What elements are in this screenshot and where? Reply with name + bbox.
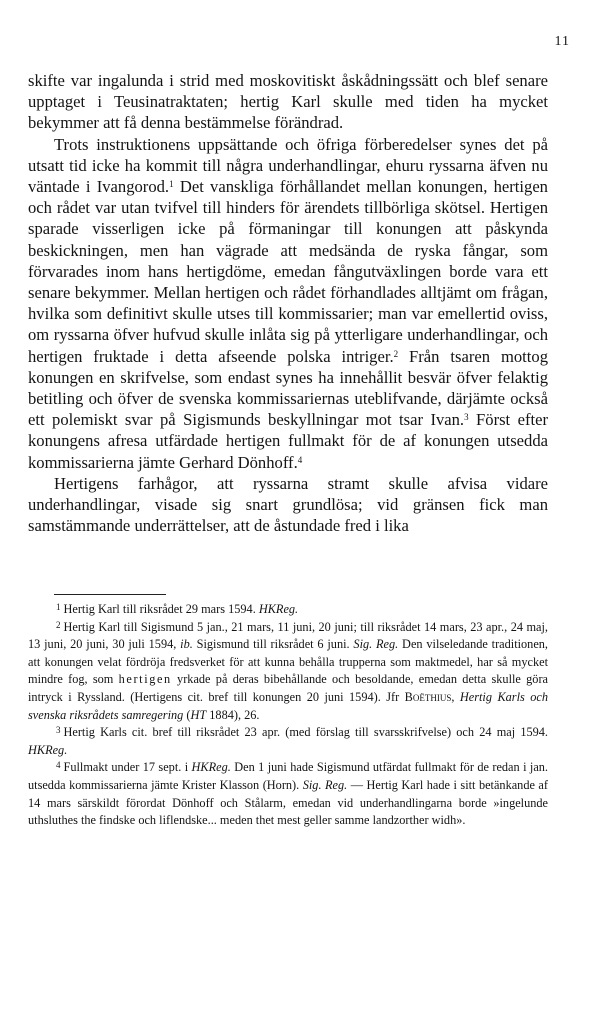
paragraph-2 (28, 134, 548, 473)
paragraph-2-part-b: Det vanskliga förhållandet mellan konungen, hertigen och rådet var utan tvifvel till hinders för ärendets tillbörliga skötsel. Hertigen sparade visserligen icke på förmaningar till konungen att påskynda beskickningen, men han vägrade att medsända de ryska fångar, som förvarades inom hans hertigdöme, emedan fångutväxlingen borde vara ett senare bekymmer. Mellan hertigen och rådet förhandlades alltjämt om frågan, hvilka som definitivt skulle utses till kommissarier; man var emellertid oviss, om ryssarna öfver hufvud skulle inlåta sig på ytterligare underhandlingar, och hertigen fruktade i detta afseende polska intriger. (28, 177, 548, 366)
footnote-ref-3: 3 (464, 412, 469, 423)
footnote-2 (28, 619, 548, 725)
footnote-source: HKReg. (191, 760, 231, 775)
footnote-text: Hertig Karls cit. bref till riksrådet 23 apr. (med förslag till svarsskrifvelse) och 24 maj 1594. (63, 725, 548, 740)
footnote-emphasis: hertigen (118, 672, 172, 687)
paragraph-2-part-d: Först efter konungens afresa utfärdade hertigen fullmakt för de af konungen utsedda kommissarierna jämte Gerhard Dönhoff. (28, 410, 548, 472)
footnote-text: — Hertig Karl hade i sitt betänkande af 14 mars särskildt förordat Dönhoff och Stålarm, emedan vid underhandlingarna borde »ingelunde uthsluthes the findske och liflendske... meden thet mest geller samme landzorther widh». (28, 777, 548, 828)
footnote-ref-1: 1 (169, 179, 174, 190)
footnote-author: Boëthius (404, 689, 452, 704)
footnote-text: Hertig Karl till Sigismund 5 jan., 21 mars, 11 juni, 20 juni; till riksrådet 14 mars, 23 apr., 24 maj, 13 juni, 20 juni, 30 juli 1594, (28, 619, 548, 652)
footnotes (28, 601, 548, 830)
footnote-ref-4: 4 (297, 454, 303, 465)
footnote-4 (28, 759, 548, 829)
footnote-separator (54, 594, 166, 595)
footnote-title: Hertig Karls och svenska riksrådets samregering (28, 689, 548, 722)
main-text (28, 70, 548, 536)
footnote-3 (28, 724, 548, 759)
page-number: 11 (554, 34, 570, 49)
paragraph-1: skifte var ingalunda i strid med moskovitiskt åskådningssätt och blef senare upptaget i Teusinatraktaten; hertig Karl skulle med tiden ha mycket bekymmer att få denna bestämmelse förändrad. (28, 71, 548, 133)
footnote-source: HKReg. (258, 602, 299, 616)
paragraph-2-part-a: Trots instruktionens uppsättande och öfriga förberedelser synes det på utsatt tid icke ha kommit till några underhandlingar, ehuru ryssarna äfven nu väntade i Ivangorod. (28, 134, 548, 197)
footnote-text: Fullmakt under 17 sept. i (63, 760, 192, 775)
footnote-text: yrkade på deras bibehållande och besoldande, emedan detta skulle göra intryck i Ryssland. (Hertigens cit. bref till konungen 20 juni 1594). Jfr (28, 672, 548, 704)
footnote-1 (28, 601, 548, 619)
footnote-text: 1884), 26. (206, 707, 260, 722)
footnote-text: ( (183, 707, 191, 722)
footnote-source: Sig. Reg. (353, 637, 399, 652)
footnote-ref-2: 2 (393, 348, 399, 359)
footnote-source: ib. (180, 637, 193, 652)
footnote-number: 2 (56, 619, 61, 630)
footnote-text: Den vilseledande traditionen, att konungen velat fördröja fredsverket för att kunna behålla trupperna som maktmedel, har så mycket mindre fog, som (28, 637, 549, 687)
footnote-text: Hertig Karl till riksrådet 29 mars 1594. (63, 602, 259, 616)
paragraph-3: Hertigens farhågor, att ryssarna stramt skulle afvisa vidare underhandlingar, visade sig snart grundlösa; vid gränsen fick man samstämmande underrättelser, att de åstundade fred i lika (28, 473, 548, 536)
footnote-source: HKReg. (28, 742, 68, 757)
footnote-number: 1 (56, 602, 61, 612)
paragraph-2-part-c: Från tsaren mottog konungen en skrifvelse, som endast synes ha innehållit besvär öfver felaktig betitling och öfver de svenska kommissariernas uteblifvande, därjämte också ett polemiskt svar på Sigismunds beskyllningar mot tsar Ivan. (28, 346, 548, 430)
footnote-number: 3 (56, 725, 61, 736)
footnote-text: Sigismund till riksrådet 6 juni. (192, 637, 354, 652)
footnote-source: Sig. Reg. (302, 777, 348, 792)
footnote-text: , (451, 689, 460, 704)
footnote-source: HT (190, 707, 207, 722)
footnote-text: Den 1 juni hade Sigismund utfärdat fullmakt för de redan i jan. utsedda kommissarierna jämte Krister Klasson (Horn). (28, 760, 548, 792)
footnote-number: 4 (56, 760, 61, 771)
